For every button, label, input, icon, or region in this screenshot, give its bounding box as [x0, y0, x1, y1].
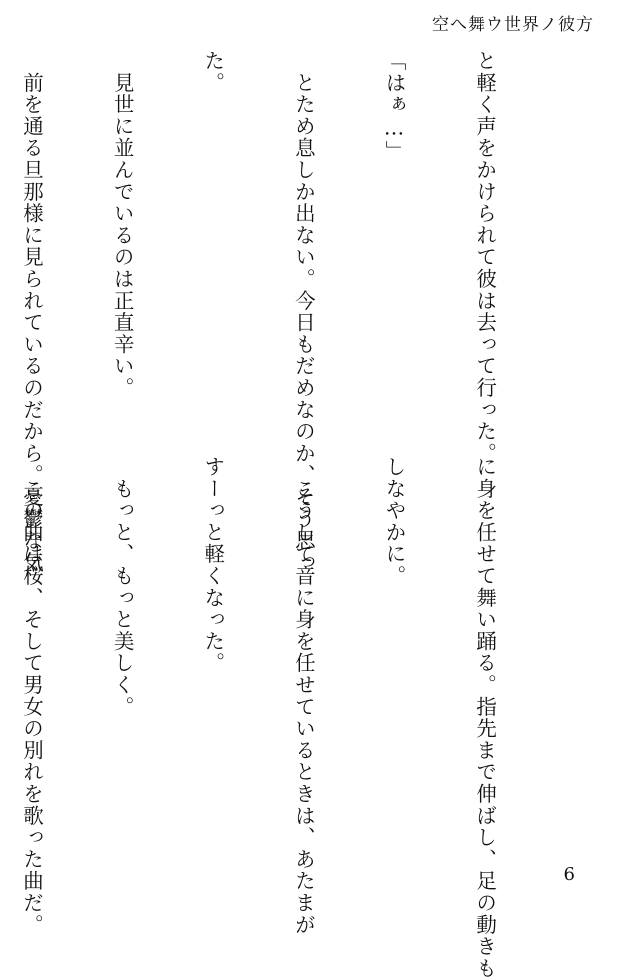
text-line: 見世に並んでいるのは正直辛い。 — [110, 50, 135, 399]
text-line: に身を任せて舞い踊る。指先まで伸ばし、足の動きも — [472, 456, 497, 979]
text-line: もっと、もっと美しく。 — [110, 456, 135, 718]
text-line: 「はぁ…」 — [381, 50, 406, 163]
text-line: こうして音に身を任せているときは、あたまが — [291, 456, 316, 936]
text-line: た。 — [200, 50, 225, 94]
text-line: すーっと軽くなった。 — [200, 456, 225, 674]
running-title: 空へ舞ウ世界ノ彼方 — [432, 15, 594, 35]
text-line: この曲は桜、そして男女の別れを歌った曲だ。 — [19, 456, 44, 936]
text-line: 前を通る旦那様に見られているのだから。憂鬱な気 — [19, 50, 44, 574]
text-line: しなやかに。 — [381, 456, 406, 587]
text-line: と軽く声をかけられて彼は去って行った。 — [472, 50, 497, 465]
text-block-bottom — [0, 456, 560, 979]
page-number: 6 — [563, 864, 575, 885]
text-line: とため息しか出ない。今日もだめなのか、そう思っ — [291, 50, 316, 574]
